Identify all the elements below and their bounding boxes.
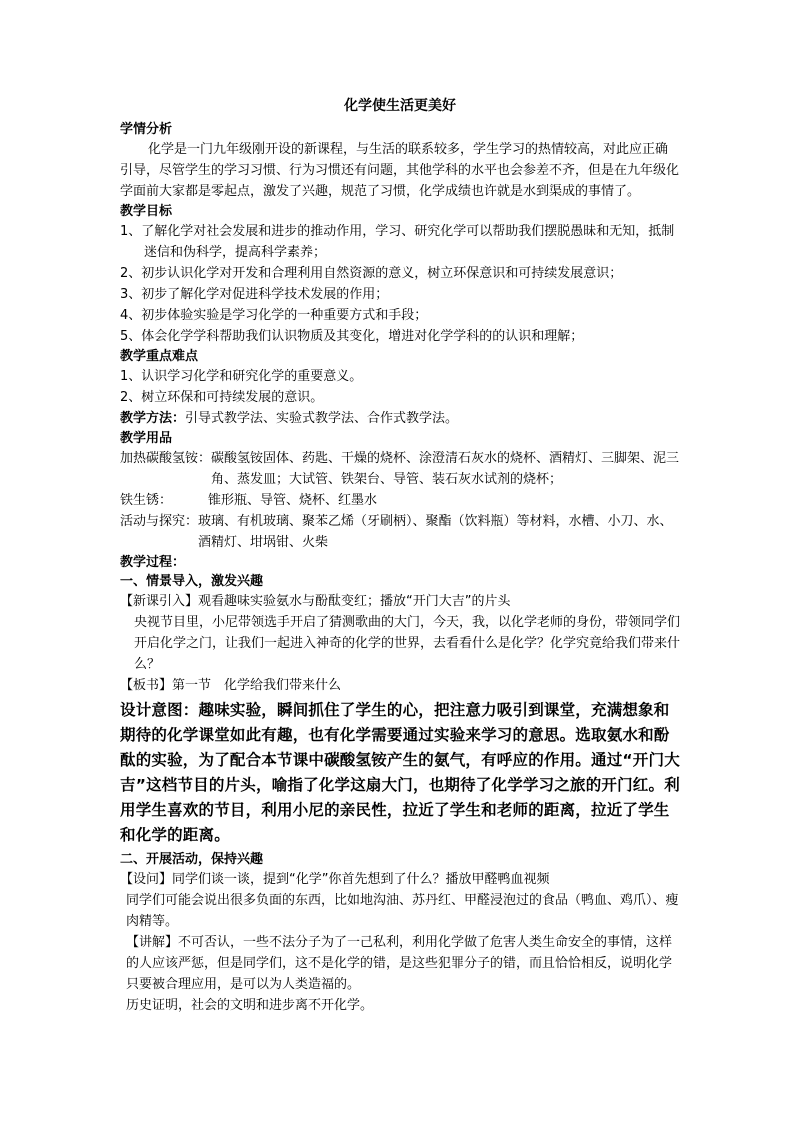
key-point-item: 1、认识学习化学和研究化学的重要意义。	[120, 369, 363, 384]
intro-tag: 【新课引入】	[120, 594, 199, 609]
explain-tag: 【讲解】	[126, 935, 179, 950]
intro-text: 观看趣味实验氨水与酚酞变红；播放“开门大吉”的片头	[198, 594, 511, 609]
board-writing	[120, 675, 680, 696]
section-heading-teaching-goals: 教学目标	[120, 204, 173, 219]
goal-item: 5、体会化学学科帮助我们认识物质及其变化，增进对化学学科的的认识和理解；	[120, 329, 584, 344]
section-heading-key-points: 教学重点难点	[120, 349, 199, 364]
new-lesson-intro	[120, 591, 680, 612]
subheading-part1: 一、情景导入，激发兴趣	[120, 574, 264, 589]
learning-analysis-paragraph: 化学是一门九年级刚开设的新课程，与生活的联系较多，学生学习的热情较高，对此应正确引导，尽管学生的学习习惯、行为习惯还有问题，其他学科的水平也会参差不齐，但是在九年级化学面前大家都是零起点，激发了兴趣，规范了习惯，化学成绩也许就是水到渠成的事情了。	[120, 142, 680, 199]
material-text: 碳酸氢铵固体、药匙、干燥的烧杯、涂澄清石灰水的烧杯、酒精灯、三脚架、泥三角、蒸发皿；大试管、铁架台、导管、装石灰水试剂的烧杯；	[211, 451, 680, 487]
material-label: 活动与探究：	[120, 514, 199, 529]
goal-item: 3、初步了解化学对促进科学技术发展的作用；	[120, 287, 389, 302]
material-row	[120, 511, 680, 553]
history-paragraph: 历史证明，社会的文明和进步离不开化学。	[126, 998, 374, 1013]
document-page	[120, 96, 680, 1016]
teaching-methods-heading: 教学方法：	[120, 411, 186, 426]
board-tag: 【板书】	[120, 678, 173, 693]
explanation-paragraph	[120, 932, 680, 995]
material-row	[120, 448, 680, 490]
section-heading-process: 教学过程：	[120, 555, 186, 570]
material-row	[120, 490, 680, 511]
subheading-part2: 二、开展活动，保持兴趣	[120, 852, 264, 867]
student-response-paragraph: 同学们可能会说出很多负面的东西，比如地沟油、苏丹红、甲醛浸泡过的食品（鸭血、鸡爪）、瘦肉精等。	[126, 893, 679, 929]
material-text: 锥形瓶、导管、烧杯、红墨水	[208, 493, 378, 508]
question-tag: 【设问】	[120, 872, 173, 887]
section-heading-materials: 教学用品	[120, 431, 173, 446]
question-line	[120, 869, 680, 890]
design-intent-paragraph: 设计意图：趣味实验，瞬间抓住了学生的心，把注意力吸引到课堂，充满想象和期待的化学课堂如此有趣，也有化学需要通过实验来学习的意思。选取氨水和酚酞的实验，为了配合本节课中碳酸氢铵产生的氨气，有呼应的作用。通过“开门大吉”这档节目的片头，喻指了化学这扇大门，也期待了化学学习之旅的开门红。利用学生喜欢的节目，利用小尼的亲民性，拉近了学生和老师的距离，拉近了学生和化学的距离。	[120, 701, 680, 844]
material-text: 玻璃、有机玻璃、聚苯乙烯（牙刷柄）、聚酯（饮料瓶）等材料，水槽、小刀、水、酒精灯、坩埚钳、火柴	[198, 514, 673, 550]
explain-text: 不可否认，一些不法分子为了一己私利，利用化学做了危害人类生命安全的事情，这样的人应该严惩，但是同学们，这不是化学的错，是这些犯罪分子的错，而且恰恰相反，说明化学只要被合理应用，是可以为人类造福的。	[126, 935, 673, 992]
teaching-methods-text: 引导式教学法、实验式教学法、合作式教学法。	[185, 411, 459, 426]
document-title: 化学使生活更美好	[344, 98, 456, 114]
key-point-item: 2、树立环保和可持续发展的意识。	[120, 390, 324, 405]
question-text: 同学们谈一谈，提到“化学”你首先想到了什么？播放甲醛鸭血视频	[172, 872, 550, 887]
board-text: 第一节 化学给我们带来什么	[172, 678, 342, 693]
teaching-methods	[120, 408, 680, 429]
goal-item: 4、初步体验实验是学习化学的一种重要方式和手段；	[120, 308, 428, 323]
goal-item: 2、初步认识化学对开发和合理利用自然资源的意义，树立环保意识和可持续发展意识；	[120, 266, 623, 281]
intro-paragraph: 央视节目里，小尼带领选手开启了猜测歌曲的大门，今天，我，以化学老师的身份，带领同学们开启化学之门，让我们一起进入神奇的化学的世界，去看看什么是化学？化学究竟给我们带来什么？	[134, 615, 681, 672]
material-label: 加热碳酸氢铵：	[120, 451, 212, 466]
goal-item: 1、了解化学对社会发展和进步的推动作用，学习、研究化学可以帮助我们摆脱愚昧和无知，抵制迷信和伪科学，提高科学素养；	[120, 224, 675, 260]
material-label: 铁生锈：	[120, 493, 173, 508]
section-heading-learning-analysis: 学情分析	[120, 122, 173, 137]
